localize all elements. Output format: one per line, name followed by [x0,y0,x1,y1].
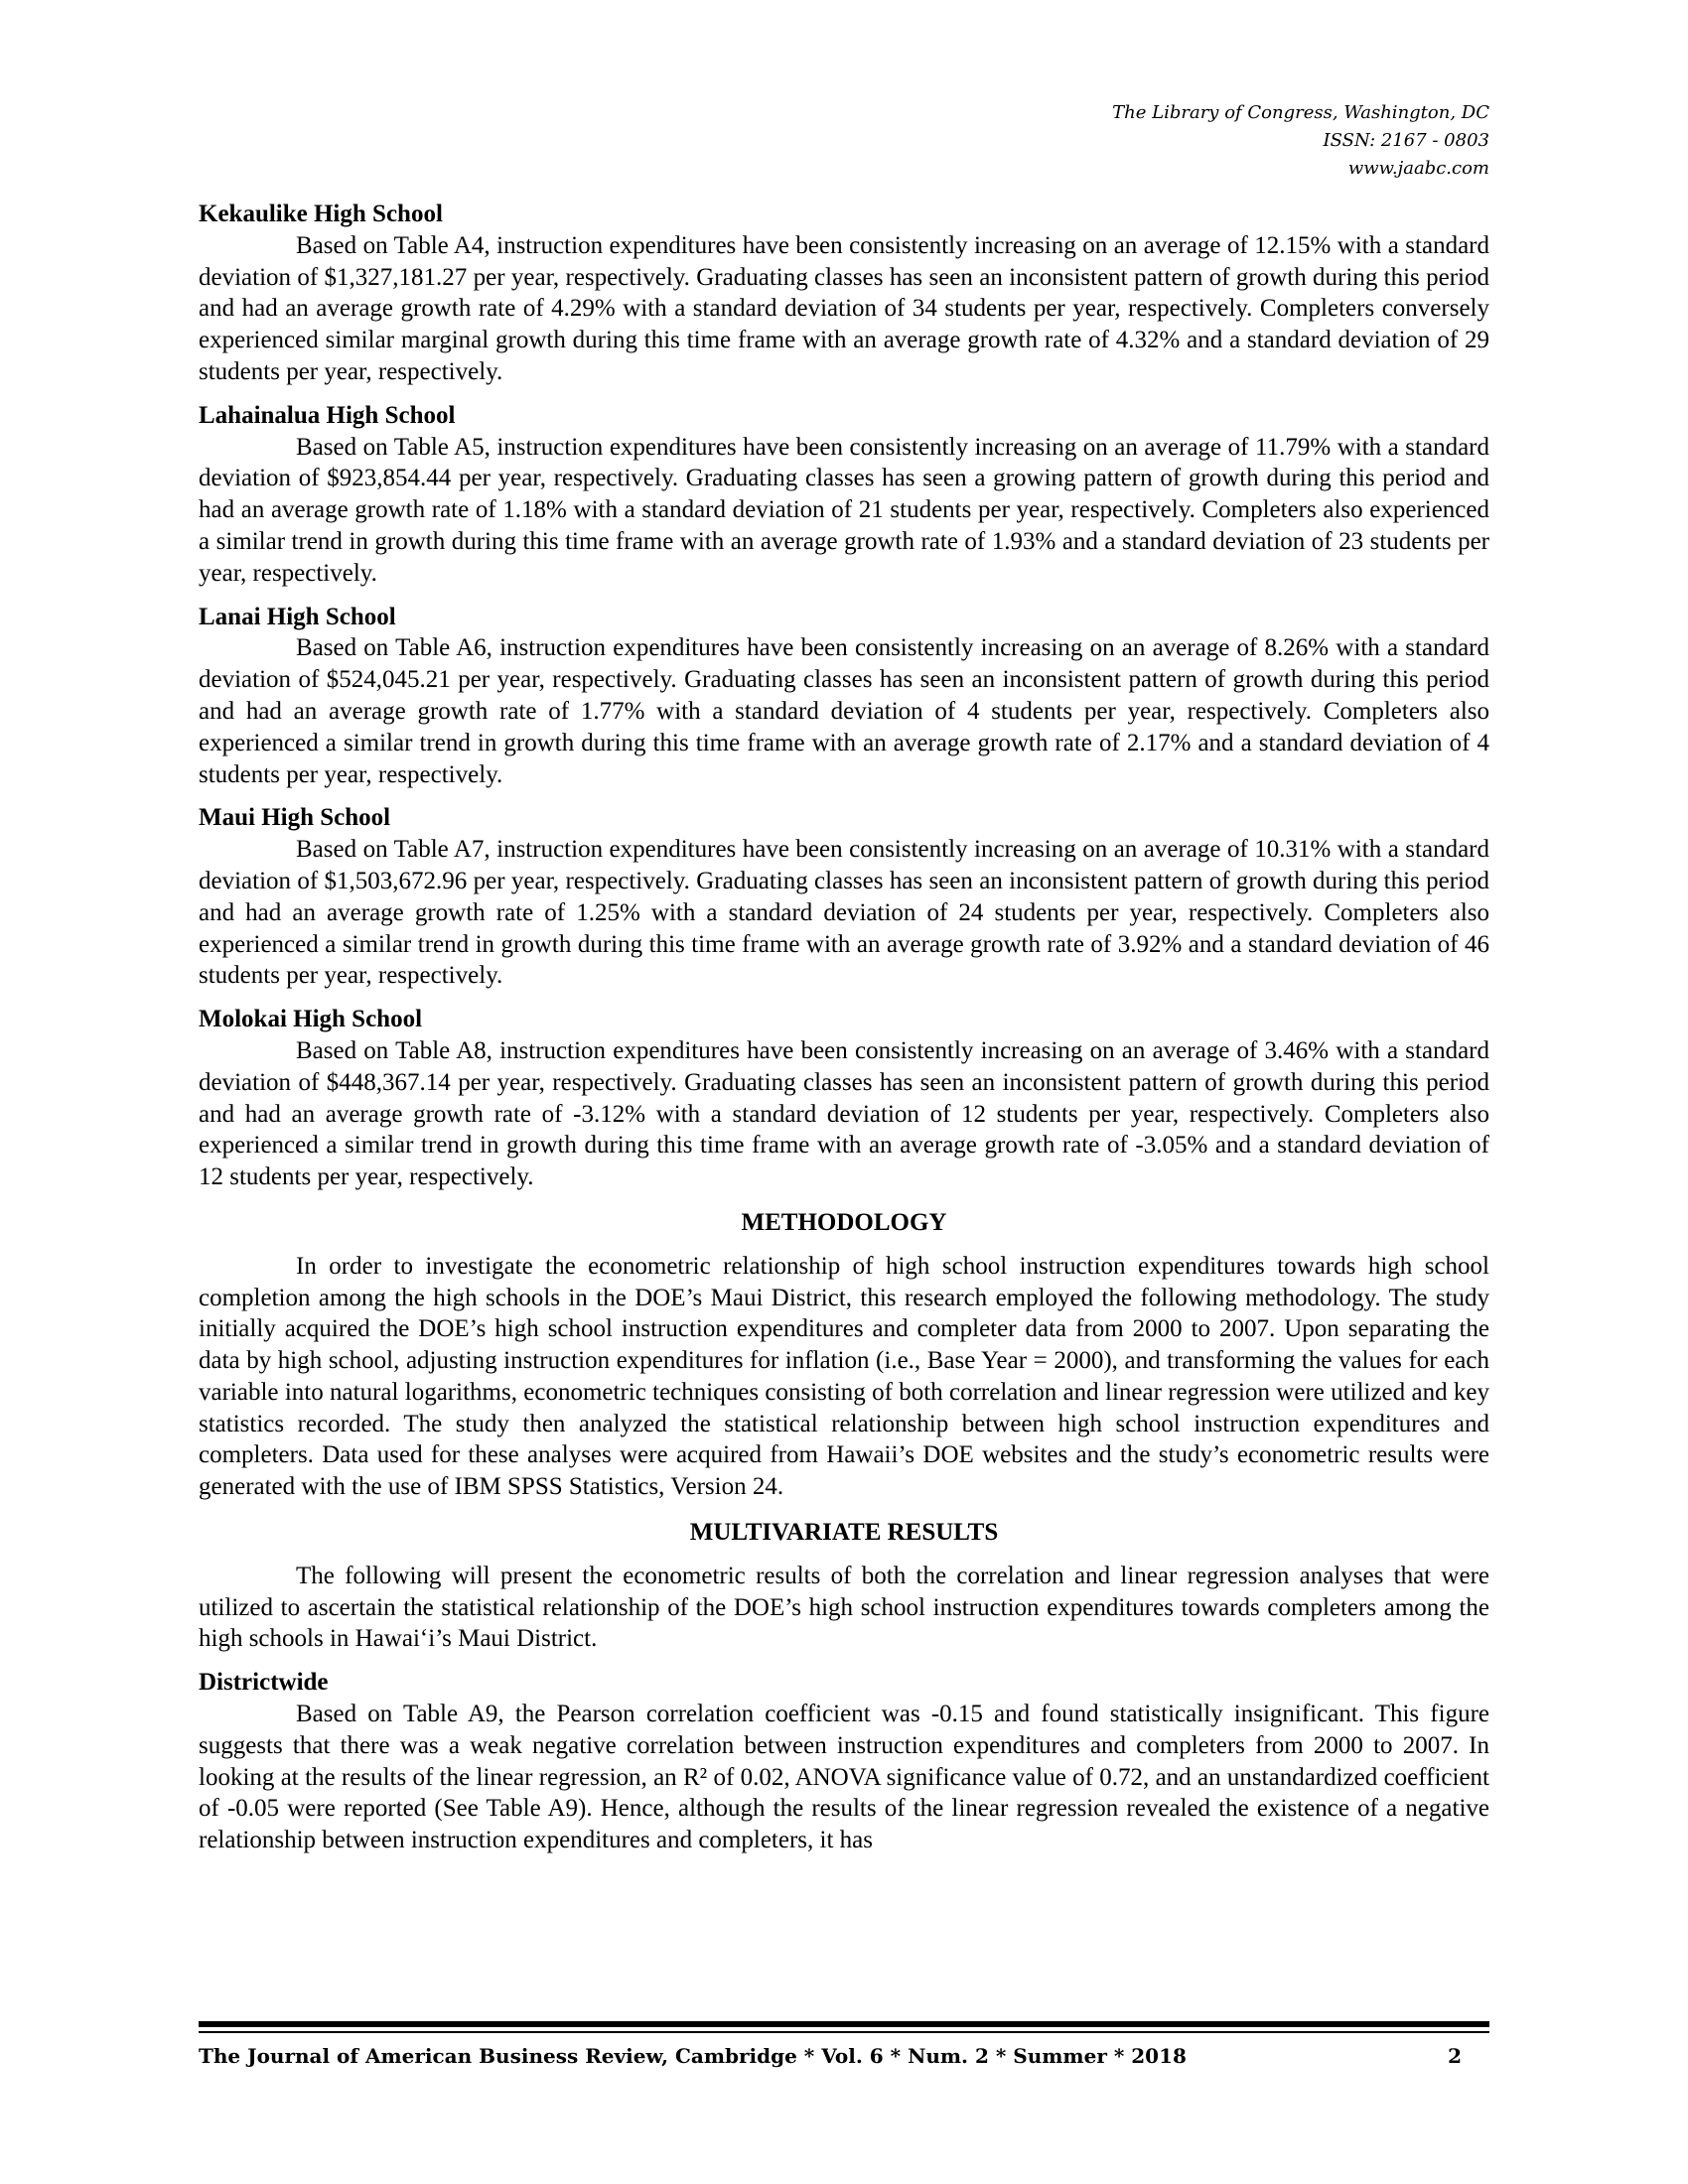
paragraph-kekaulike: Based on Table A4, instruction expenditures have been consistently increasing on an average of 12.15% with a standard deviation of $1,327,181.27 per year, respectively. Graduating classes has seen an inconsistent pattern of growth during this period and had an average growth rate of 4.29% with a standard deviation of 34 students per year, respectively. Completers conversely experienced similar marginal growth during this time frame with an average growth rate of 4.32% and a standard deviation of 29 students per year, respectively. [199,231,1489,385]
heading-methodology: METHODOLOGY [741,1208,947,1236]
heading-districtwide: Districtwide [199,1669,329,1697]
main-text [199,199,1489,1856]
heading-lahainalua: Lahainalua High School [199,401,456,429]
paragraph-lanai: Based on Table A6, instruction expenditures have been consistently increasing on an average of 8.26% with a standard deviation of $524,045.21 per year, respectively. Graduating classes has seen an inconsistent pattern of growth during this period and had an average growth rate of 1.77% with a standard deviation of 4 students per year, respectively. Completers also experienced a similar trend in growth during this time frame with an average growth rate of 2.17% and a standard deviation of 4 students per year, respectively. [199,634,1489,788]
running-header [1112,99,1489,183]
heading-multivariate-results: MULTIVARIATE RESULTS [689,1519,999,1547]
footer-journal-citation: The Journal of American Business Review, Cambridge * Vol. 6 * Num. 2 * Summer * 2018 [199,2044,1187,2068]
header-website: www.jaabc.com [1347,158,1489,179]
footer-rule-thick [199,2021,1489,2027]
paragraph-molokai: Based on Table A8, instruction expenditures have been consistently increasing on an average of 3.46% with a standard deviation of $448,367.14 per year, respectively. Graduating classes has seen an inconsistent pattern of growth during this period and had an average growth rate of -3.12% with a standard deviation of 12 students per year, respectively. Completers also experienced a similar trend in growth during this time frame with an average growth rate of -3.05% and a standard deviation of 12 students per year, respectively. [199,1036,1489,1191]
paragraph-maui: Based on Table A7, instruction expenditures have been consistently increasing on an average of 10.31% with a standard deviation of $1,503,672.96 per year, respectively. Graduating classes has seen an inconsistent pattern of growth during this period and had an average growth rate of 1.25% with a standard deviation of 24 students per year, respectively. Completers also experienced a similar trend in growth during this time frame with an average growth rate of 3.92% and a standard deviation of 46 students per year, respectively. [199,836,1489,990]
page-number: 2 [1448,2044,1462,2068]
paragraph-districtwide: Based on Table A9, the Pearson correlation coefficient was -0.15 and found statistically insignificant. This figure suggests that there was a weak negative correlation between instruction expenditures and completers from 2000 to 2007. In looking at the results of the linear regression, an R² of 0.02, ANOVA significance value of 0.72, and an unstandardized coefficient of -0.05 were reported (See Table A9). Hence, although the results of the linear regression revealed the existence of a negative relationship between instruction expenditures and completers, it has [199,1701,1489,1854]
paragraph-methodology: In order to investigate the econometric relationship of high school instruction expenditures towards high school completion among the high schools in the DOE’s Maui District, this research employed the following methodology. The study initially acquired the DOE’s high school instruction expenditures and completer data from 2000 to 2007. Upon separating the data by high school, adjusting instruction expenditures for inflation (i.e., Base Year = 2000), and transforming the values for each variable into natural logarithms, econometric techniques consisting of both correlation and linear regression were utilized and key statistics recorded. The study then analyzed the statistical relationship between high school instruction expenditures and completers. Data used for these analyses were acquired from Hawaii’s DOE websites and the study’s econometric results were generated with the use of IBM SPSS Statistics, Version 24. [199,1252,1489,1501]
heading-kekaulike: Kekaulike High School [199,201,443,227]
heading-lanai: Lanai High School [199,603,396,630]
heading-molokai: Molokai High School [199,1006,423,1033]
header-publisher: The Library of Congress, Washington, DC [1112,102,1489,123]
heading-maui: Maui High School [199,804,391,832]
paragraph-multivariate-results: The following will present the econometric results of both the correlation and linear regression analyses that were utilized to ascertain the statistical relationship of the DOE’s high school instruction expenditures towards completers among the high schools in Hawai‘i’s Maui District. [199,1562,1489,1653]
header-issn: ISSN: 2167 - 0803 [1323,130,1489,151]
footer-rule-thin [199,2031,1489,2033]
paragraph-lahainalua: Based on Table A5, instruction expenditures have been consistently increasing on an average of 11.79% with a standard deviation of $923,854.44 per year, respectively. Graduating classes has seen a growing pattern of growth during this period and had an average growth rate of 1.18% with a standard deviation of 21 students per year, respectively. Completers also experienced a similar trend in growth during this time frame with an average growth rate of 1.93% and a standard deviation of 23 students per year, respectively. [199,433,1489,587]
